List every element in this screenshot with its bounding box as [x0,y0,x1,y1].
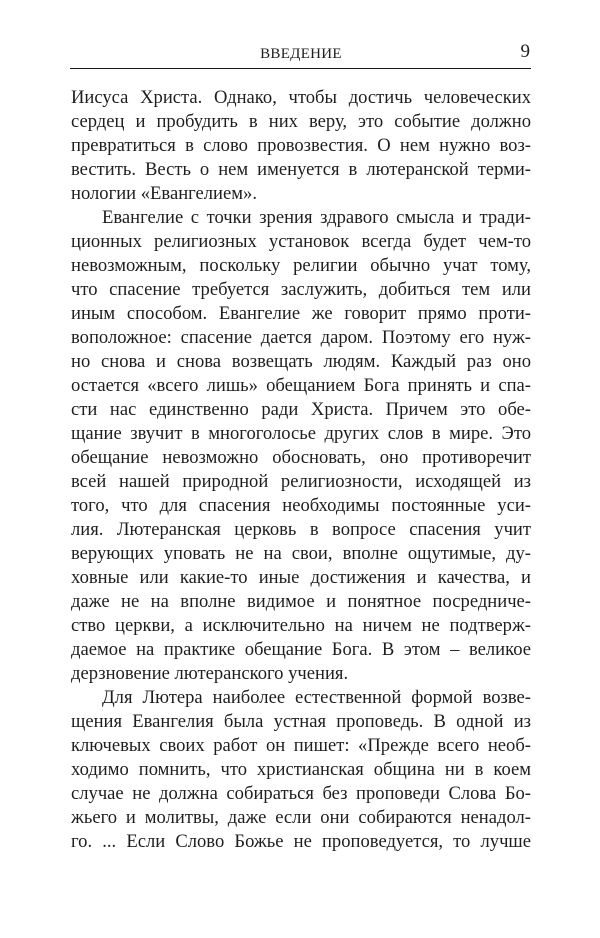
text-line: лия. Лютеранская церковь в вопросе спасения учит [71,519,531,540]
text-line: го. ... Если Слово Божье не проповедуется, то лучше [71,831,531,852]
text-line: ходимо помнить, что христианская община ни в коем [71,759,531,780]
text-line: ционных религиозных установок всегда будет чем-то [71,231,531,252]
text-line: воположное: спасение дается даром. Поэтому его нуж- [71,327,531,348]
text-line: остается «всего лишь» обещанием Бога принять и спа- [71,375,531,396]
text-line: щание звучит в многоголосье других слов в мире. Это [71,423,531,444]
text-line: что спасение требуется заслужить, добиться тем или [71,279,531,300]
text-line: даемое на практике обещание Бога. В этом – великое [71,639,531,660]
paragraph [71,86,531,206]
text-line: сердец и пробудить в них веру, это событие должно [71,111,531,132]
text-line: иным способом. Евангелие же говорит прямо проти- [71,303,531,324]
chapter-running-title: ВВЕДЕНИЕ [260,46,342,62]
text-line: сти нас единственно ради Христа. Причем это обе- [71,399,531,420]
body-text [71,86,531,854]
text-line: даже не на вполне видимое и понятное посредниче- [71,591,531,612]
text-line: ство церкви, а исключительно на ничем не подтверж- [71,615,531,636]
text-line: верующих уповать не на свои, вполне ощутимые, ду- [71,543,531,564]
text-line: дерзновение лютеранского учения. [71,663,349,684]
text-line: ховные или какие-то иные достижения и качества, и [71,567,531,588]
page-number: 9 [520,41,530,62]
header-divider [70,68,531,69]
text-line: жьего и молитвы, даже если они собираются ненадол- [71,807,531,828]
running-head [71,41,531,64]
paragraph [71,206,531,686]
text-line: всей нашей природной религиозности, исходящей из [71,471,531,492]
text-line: Иисуса Христа. Однако, чтобы достичь человеческих [71,87,531,108]
text-line: случае не должна собираться без проповеди Слова Бо- [71,783,531,804]
text-line: того, что для спасения необходимы постоянные уси- [71,495,531,516]
text-line: Евангелие с точки зрения здравого смысла и тради- [102,207,531,228]
text-line: ключевых своих работ он пишет: «Прежде всего необ- [71,735,531,756]
text-line: обещание невозможно обосновать, оно противоречит [71,447,531,468]
text-line: вестить. Весть о нем именуется в лютеранской терми- [71,159,531,180]
text-line: превратиться в слово провозвестия. О нем нужно воз- [71,135,531,156]
text-line: Для Лютера наиболее естественной формой возве- [102,687,531,708]
text-line: невозможным, поскольку религии обычно учат тому, [71,255,531,276]
text-line: нологии «Евангелием». [71,183,257,204]
text-line: щения Евангелия была устная проповедь. В одной из [71,711,531,732]
text-line: но снова и снова возвещать людям. Каждый раз оно [71,351,531,372]
paragraph [71,686,531,854]
